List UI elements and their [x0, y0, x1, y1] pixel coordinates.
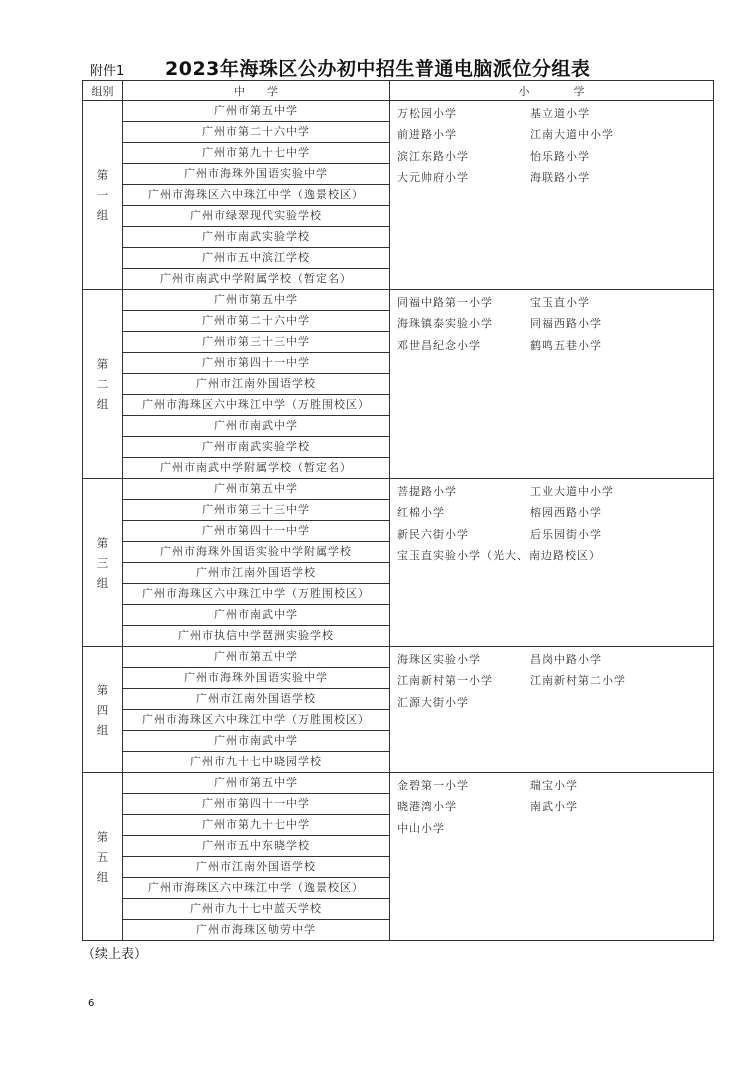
middle-school-cell: 广州市第五中学: [123, 647, 390, 668]
middle-school-cell: 广州市第四十一中学: [123, 794, 390, 815]
primary-row: [390, 816, 713, 837]
middle-school-cell: 广州市绿翠现代实验学校: [123, 206, 390, 227]
middle-school-cell: 广州市第五中学: [123, 290, 390, 311]
group-label: 第一组: [96, 168, 109, 222]
primary-school: 宝玉直小学: [530, 296, 590, 309]
middle-school-cell: 广州市第四十一中学: [123, 521, 390, 542]
primary-schools-cell: [390, 290, 714, 479]
primary-row: [390, 101, 713, 122]
middle-school-cell: 广州市南武中学: [123, 731, 390, 752]
middle-school-cell: 广州市第五中学: [123, 479, 390, 500]
middle-school-cell: 广州市江南外国语学校: [123, 857, 390, 878]
table-row: [83, 773, 714, 794]
group-label-cell: [83, 773, 123, 941]
primary-row: [390, 479, 713, 500]
primary-school: 江南新村第二小学: [530, 674, 626, 688]
header-group: 组别: [83, 81, 123, 101]
middle-school-cell: 广州市江南外国语学校: [123, 689, 390, 710]
primary-schools-cell: [390, 773, 714, 941]
primary-school: 瑞宝小学: [530, 779, 578, 792]
middle-school-cell: 广州市南武实验学校: [123, 437, 390, 458]
primary-school: 同福中路第一小学: [397, 296, 493, 309]
primary-row: [390, 647, 713, 668]
group-label: 第五组: [96, 829, 109, 884]
middle-school-cell: 广州市第三十三中学: [123, 332, 390, 353]
middle-school-cell: 广州市第二十六中学: [123, 311, 390, 332]
primary-row: [390, 165, 713, 186]
middle-school-cell: 广州市第九十七中学: [123, 143, 390, 164]
middle-school-cell: 广州市第二十六中学: [123, 122, 390, 143]
primary-school: 汇源大街小学: [397, 695, 469, 709]
primary-school: 后乐园街小学: [530, 527, 602, 541]
primary-row: [390, 500, 713, 521]
middle-school-cell: 广州市执信中学琶洲实验学校: [123, 626, 390, 647]
primary-school: 邓世昌纪念小学: [397, 338, 481, 352]
primary-school: 海联路小学: [530, 170, 590, 184]
middle-school-cell: 广州市海珠区六中珠江中学（逸景校区）: [123, 878, 390, 899]
primary-row: [390, 668, 713, 689]
page-number: 6: [88, 998, 95, 1009]
header-primary: 小 学: [390, 81, 714, 101]
primary-school: 昌岗中路小学: [530, 653, 602, 666]
primary-school: 南武小学: [530, 800, 578, 814]
table-row: [83, 647, 714, 668]
allocation-table: [82, 80, 714, 941]
middle-school-cell: 广州市南武实验学校: [123, 227, 390, 248]
group-label: 第四组: [96, 682, 109, 737]
primary-schools-cell: [390, 647, 714, 773]
primary-row: [390, 522, 713, 543]
primary-school: 金碧第一小学: [397, 779, 469, 792]
primary-school: 中山小学: [397, 821, 445, 835]
primary-row: [390, 794, 713, 815]
middle-school-cell: 广州市南武中学附属学校（暂定名）: [123, 458, 390, 479]
primary-school: 万松园小学: [397, 107, 457, 120]
primary-school: 工业大道中小学: [530, 485, 614, 498]
middle-school-cell: 广州市第三十三中学: [123, 500, 390, 521]
table-row: [83, 290, 714, 311]
group-label-cell: [83, 479, 123, 647]
primary-row: [390, 690, 713, 711]
middle-school-cell: 广州市九十七中晓园学校: [123, 752, 390, 773]
middle-school-cell: 广州市第四十一中学: [123, 353, 390, 374]
primary-school: 江南大道中小学: [530, 128, 614, 142]
middle-school-cell: 广州市海珠外国语实验中学: [123, 668, 390, 689]
middle-school-cell: 广州市南武中学: [123, 605, 390, 626]
primary-schools-cell: [390, 101, 714, 290]
middle-school-cell: 广州市第五中学: [123, 773, 390, 794]
middle-school-cell: 广州市江南外国语学校: [123, 563, 390, 584]
middle-school-cell: 广州市九十七中蓝天学校: [123, 899, 390, 920]
primary-row: [390, 122, 713, 143]
primary-school: 海珠区实验小学: [397, 653, 481, 666]
middle-school-cell: 广州市第五中学: [123, 101, 390, 122]
primary-row: [390, 543, 713, 564]
primary-school: 怡乐路小学: [530, 149, 590, 163]
table-row: [83, 101, 714, 122]
primary-school: 同福西路小学: [530, 317, 602, 331]
group-label: 第二组: [96, 357, 109, 411]
primary-row: [390, 773, 713, 794]
group-label-cell: [83, 290, 123, 479]
middle-school-cell: 广州市五中滨江学校: [123, 248, 390, 269]
primary-row: [390, 290, 713, 311]
middle-school-cell: 广州市五中东晓学校: [123, 836, 390, 857]
continued-note: （续上表）: [82, 947, 148, 962]
middle-school-cell: 广州市海珠外国语实验中学附属学校: [123, 542, 390, 563]
table-header-row: [83, 81, 714, 101]
table-row: [83, 479, 714, 500]
primary-school: 海珠镇泰实验小学: [397, 317, 493, 331]
primary-school: 大元帅府小学: [397, 170, 469, 184]
middle-school-cell: 广州市海珠外国语实验中学: [123, 164, 390, 185]
primary-school: 前进路小学: [397, 128, 457, 142]
group-label: 第三组: [96, 535, 109, 590]
primary-row: [390, 144, 713, 165]
primary-row: [390, 311, 713, 332]
primary-row: [390, 333, 713, 354]
primary-school: 基立道小学: [530, 107, 590, 120]
primary-school: 滨江东路小学: [397, 149, 469, 163]
middle-school-cell: 广州市海珠区六中珠江中学（逸景校区）: [123, 185, 390, 206]
primary-school: 菩提路小学: [397, 485, 457, 498]
middle-school-cell: 广州市海珠区劬劳中学: [123, 920, 390, 941]
primary-school: 红棉小学: [397, 506, 445, 520]
primary-school: 晓港湾小学: [397, 800, 457, 814]
attachment-label: 附件1: [90, 64, 125, 79]
primary-school: 宝玉直实验小学（光大、南边路校区）: [397, 548, 601, 562]
group-label-cell: [83, 101, 123, 290]
primary-school: 新民六街小学: [397, 527, 469, 541]
primary-school: 江南新村第一小学: [397, 674, 493, 688]
middle-school-cell: 广州市第九十七中学: [123, 815, 390, 836]
group-label-cell: [83, 647, 123, 773]
middle-school-cell: 广州市江南外国语学校: [123, 374, 390, 395]
middle-school-cell: 广州市海珠区六中珠江中学（万胜围校区）: [123, 710, 390, 731]
table-body: [83, 101, 714, 941]
document-title: 2023年海珠区公办初中招生普通电脑派位分组表: [165, 58, 591, 80]
middle-school-cell: 广州市南武中学: [123, 416, 390, 437]
middle-school-cell: 广州市海珠区六中珠江中学（万胜围校区）: [123, 395, 390, 416]
middle-school-cell: 广州市海珠区六中珠江中学（万胜围校区）: [123, 584, 390, 605]
header-middle: 中 学: [123, 81, 390, 101]
middle-school-cell: 广州市南武中学附属学校（暂定名）: [123, 269, 390, 290]
primary-school: 鹤鸣五巷小学: [530, 338, 602, 352]
primary-schools-cell: [390, 479, 714, 647]
primary-school: 榕园西路小学: [530, 506, 602, 520]
